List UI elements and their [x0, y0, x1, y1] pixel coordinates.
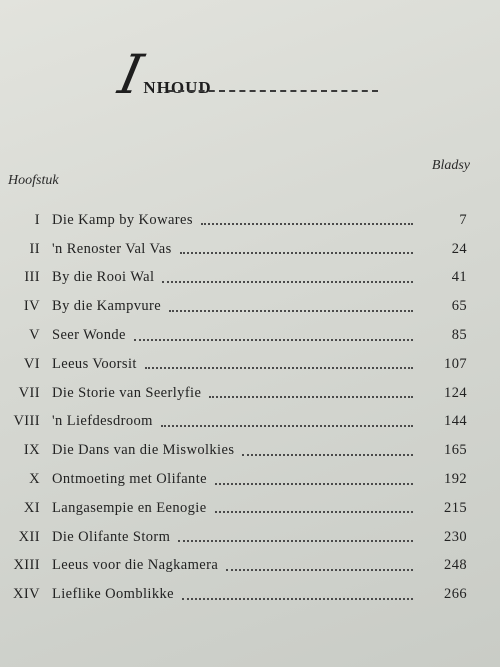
page-number: 7 — [459, 211, 467, 228]
page-number: 215 — [444, 499, 467, 516]
dot-leader — [201, 223, 413, 225]
chapter-title: Die Storie van Seerlyfie — [52, 384, 202, 401]
dot-leader — [161, 425, 413, 427]
chapter-title: Lieflike Oomblikke — [52, 586, 174, 603]
page-number: 248 — [444, 557, 467, 574]
toc-row — [0, 408, 500, 437]
toc-row — [0, 379, 500, 408]
chapter-title: Leeus voor die Nagkamera — [52, 557, 219, 574]
chapter-number: IV — [23, 298, 40, 315]
toc-row — [0, 292, 500, 321]
chapter-title: 'n Renoster Val Vas — [52, 240, 172, 257]
chapter-number: I — [34, 211, 40, 228]
toc-row — [0, 552, 500, 581]
chapter-title: Leeus Voorsit — [52, 355, 137, 372]
page-number: 85 — [451, 327, 467, 344]
toc-row — [0, 206, 500, 235]
dot-leader — [242, 454, 413, 456]
chapter-number: X — [29, 471, 40, 488]
chapter-number: XIV — [13, 586, 40, 603]
chapter-title: By die Rooi Wal — [52, 269, 155, 286]
title-underline — [168, 90, 378, 92]
chapter-number: VII — [18, 384, 40, 401]
dot-leader — [169, 310, 413, 312]
table-of-contents — [0, 206, 500, 609]
chapter-title: By die Kampvure — [52, 298, 162, 315]
chapter-title: Die Kamp by Kowares — [52, 211, 193, 228]
chapter-number: V — [29, 327, 40, 344]
dot-leader — [178, 540, 413, 542]
toc-row — [0, 264, 500, 293]
column-header-hoofstuk: Hoofstuk — [8, 173, 59, 188]
toc-row — [0, 580, 500, 609]
dot-leader — [215, 511, 413, 513]
chapter-title: 'n Liefdesdroom — [52, 413, 153, 430]
dot-leader — [209, 396, 413, 398]
dot-leader — [162, 281, 413, 283]
chapter-number: VIII — [13, 413, 40, 430]
chapter-number: III — [24, 269, 40, 286]
toc-row — [0, 350, 500, 379]
page-number: 107 — [444, 355, 467, 372]
toc-row — [0, 494, 500, 523]
dot-leader — [182, 598, 413, 600]
toc-row — [0, 436, 500, 465]
chapter-title: Die Olifante Storm — [52, 528, 171, 545]
dot-leader — [215, 483, 413, 485]
toc-row — [0, 235, 500, 264]
toc-row — [0, 523, 500, 552]
page-number: 65 — [451, 298, 467, 315]
page-number: 165 — [444, 442, 467, 459]
chapter-number: VI — [23, 355, 40, 372]
chapter-number: XI — [23, 499, 40, 516]
chapter-number: IX — [23, 442, 40, 459]
toc-row — [0, 321, 500, 350]
page-number: 24 — [451, 240, 467, 257]
page-number: 266 — [444, 586, 467, 603]
page-number: 192 — [444, 471, 467, 488]
page-number: 230 — [444, 528, 467, 545]
chapter-title: Die Dans van die Miswolkies — [52, 442, 235, 459]
chapter-title: Seer Wonde — [52, 327, 126, 344]
chapter-title: Ontmoeting met Olifante — [52, 471, 207, 488]
page-title — [113, 43, 212, 106]
dot-leader — [134, 339, 413, 341]
page-number: 124 — [444, 384, 467, 401]
dot-leader — [226, 569, 413, 571]
chapter-number: XIII — [13, 557, 40, 574]
title-rest: NHOUD — [143, 78, 212, 97]
toc-row — [0, 465, 500, 494]
dot-leader — [145, 367, 413, 369]
chapter-number: II — [29, 240, 40, 257]
page-number: 41 — [451, 269, 467, 286]
title-initial: I — [113, 43, 149, 106]
dot-leader — [180, 252, 413, 254]
chapter-number: XII — [18, 528, 40, 545]
column-header-bladsy: Bladsy — [431, 158, 470, 173]
page-number: 144 — [444, 413, 467, 430]
chapter-title: Langasempie en Eenogie — [52, 499, 207, 516]
